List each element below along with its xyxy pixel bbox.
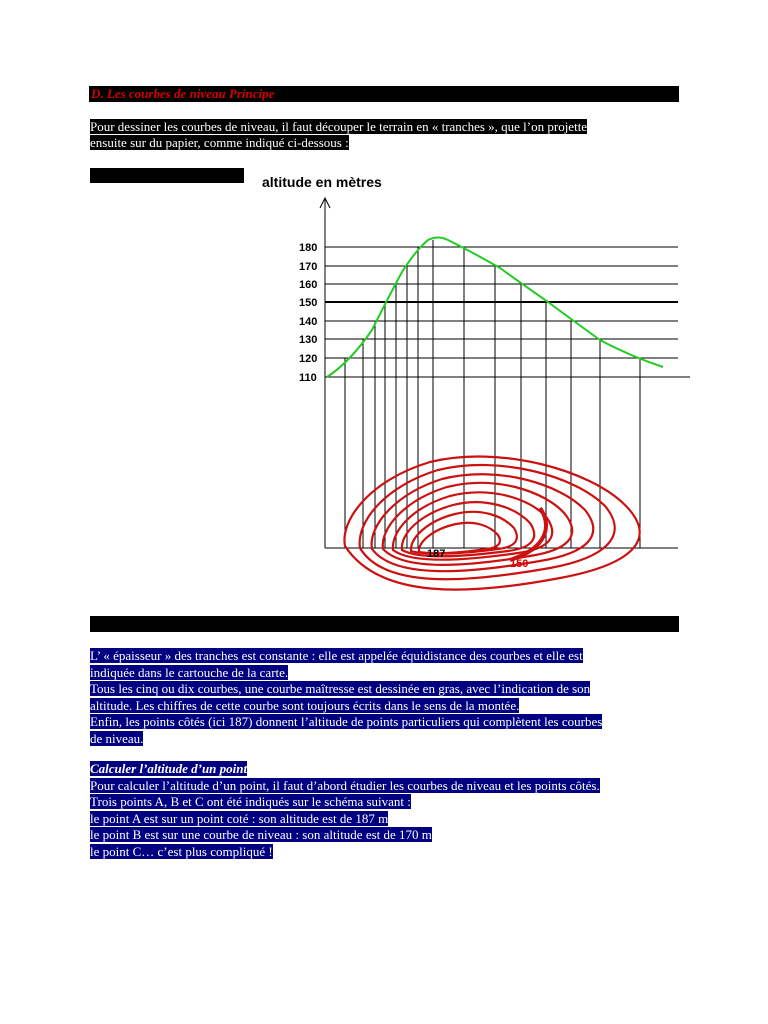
section-heading: D. Les courbes de niveau Principe <box>91 86 275 101</box>
text-line: Trois points A, B et C ont été indiqués sur le schéma suivant : <box>90 794 411 809</box>
calculation-paragraph <box>90 761 690 860</box>
text-line: Enfin, les points côtés (ici 187) donnent l’altitude de points particuliers qui complètent les courbes <box>90 714 603 729</box>
tick-label: 150 <box>299 297 318 309</box>
text-line: de niveau. <box>90 730 144 746</box>
text-line: L’ « épaisseur » des tranches est constante : elle est appelée équidistance des courbes et elle est <box>90 648 583 663</box>
text-line: Pour calculer l’altitude d’un point, il faut d’abord étudier les courbes de niveau et les points côtés. <box>90 777 600 793</box>
spot-height-label: 187 <box>427 548 446 560</box>
contour-diagram <box>250 165 690 610</box>
text-line: Tous les cinq ou dix courbes, une courbe maîtresse est dessinée en gras, avec l’indication de son <box>90 681 591 696</box>
separator-bar <box>90 616 679 632</box>
text-line: le point B est sur une courbe de niveau : son altitude est de 170 m <box>90 827 432 842</box>
tick-label: 140 <box>299 316 318 328</box>
text-line: indiquée dans le cartouche de la carte. <box>90 664 289 680</box>
intro-line-1: Pour dessiner les courbes de niveau, il faut découper le terrain en « tranches », que l’on projette <box>90 119 588 134</box>
projection-lines <box>345 240 640 548</box>
intro-paragraph <box>90 119 690 151</box>
text-line: le point C… c’est plus compliqué ! <box>90 843 273 859</box>
contour-lines <box>344 457 639 590</box>
tick-label: 160 <box>299 279 318 291</box>
tick-label: 110 <box>299 372 317 384</box>
explanation-paragraph <box>90 648 690 747</box>
altitude-tick-labels <box>299 242 317 384</box>
axis-title: altitude en mètres <box>262 174 382 190</box>
y-axis <box>320 198 330 548</box>
tick-label: 170 <box>299 261 318 273</box>
tick-label: 180 <box>299 242 318 254</box>
figure-caption-bar <box>90 168 244 183</box>
tick-label: 130 <box>299 334 318 346</box>
text-line: le point A est sur un point coté : son altitude est de 187 m <box>90 810 389 826</box>
tick-label: 120 <box>299 353 318 365</box>
master-contour-label: 150 <box>510 558 529 570</box>
intro-line-2: ensuite sur du papier, comme indiqué ci-dessous : <box>90 135 349 150</box>
section-heading-bar <box>89 86 679 102</box>
subheading: Calculer l’altitude d’un point <box>90 761 248 776</box>
text-line: altitude. Les chiffres de cette courbe sont toujours écrits dans le sens de la montée. <box>90 697 520 713</box>
